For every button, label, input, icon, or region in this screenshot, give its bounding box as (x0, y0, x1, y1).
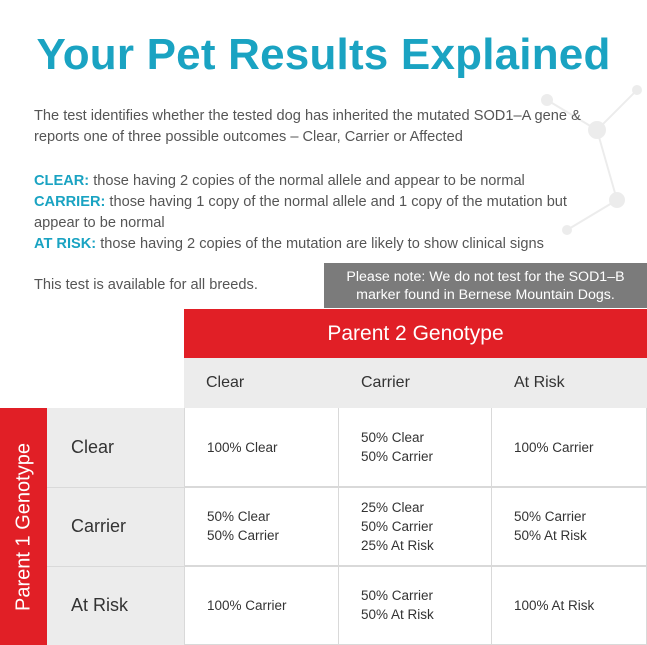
table-cell (492, 408, 647, 487)
definition-text: those having 2 copies of the mutation are likely to show clinical signs (96, 236, 544, 252)
cell-line: 25% Clear (361, 499, 425, 515)
definition-carrier (34, 192, 614, 234)
cell-line: 50% Carrier (514, 509, 587, 524)
cell-line: 50% At Risk (361, 607, 434, 622)
genotype-table (0, 309, 647, 645)
breeds-text: This test is available for all breeds. (34, 277, 258, 293)
table-cell (339, 408, 492, 487)
cell-line: 50% At Risk (514, 528, 587, 543)
row-divider (47, 487, 647, 488)
parent2-header: Parent 2 Genotype (184, 309, 647, 358)
page-title: Your Pet Results Explained (36, 30, 611, 79)
cell-line: 50% Clear (207, 509, 271, 524)
cell-line: 100% At Risk (514, 597, 595, 613)
intro-text: The test identifies whether the tested dog has inherited the mutated SOD1–A gene & reports one of three possible outcomes – Clear, Carrier or Affected (34, 108, 581, 145)
row-header-at-risk: At Risk (47, 566, 184, 645)
table-cell (339, 487, 492, 566)
column-header-at-risk: At Risk (492, 358, 647, 408)
row-divider (47, 566, 647, 567)
definition-text: those having 1 copy of the normal allele and 1 copy of the mutation but appear to be normal (34, 194, 567, 231)
cell-line: 50% Carrier (361, 588, 434, 603)
table-cell (184, 487, 339, 566)
definition-text: those having 2 copies of the normal allele and appear to be normal (89, 173, 525, 189)
cell-line: 100% Clear (207, 439, 278, 455)
table-cell (492, 487, 647, 566)
row-header-clear: Clear (47, 408, 184, 487)
parent1-header-label: Parent 1 Genotype (12, 442, 34, 611)
definition-term: CLEAR: (34, 173, 90, 189)
cell-line: 25% At Risk (361, 537, 434, 553)
column-header-carrier: Carrier (339, 358, 492, 408)
definition-at-risk (34, 234, 614, 255)
cell-line: 100% Carrier (514, 439, 594, 455)
definition-term: CARRIER: (34, 194, 106, 210)
column-header-clear: Clear (184, 358, 339, 408)
definition-term: AT RISK: (34, 236, 97, 252)
note-line-2: marker found in Bernese Mountain Dogs. (356, 286, 615, 303)
cell-line: 100% Carrier (207, 597, 287, 613)
note-line-1: Please note: We do not test for the SOD1–B (346, 268, 625, 285)
definition-clear (34, 171, 614, 192)
parent1-header (0, 408, 47, 645)
note-box (324, 263, 647, 308)
definitions (34, 171, 614, 255)
table-cell (184, 566, 339, 645)
table-cell (184, 408, 339, 487)
cell-line: 50% Clear (361, 430, 425, 445)
row-header-carrier: Carrier (47, 487, 184, 566)
cell-line: 50% Carrier (361, 518, 434, 534)
cell-line: 50% Carrier (361, 449, 434, 464)
cell-line: 50% Carrier (207, 528, 280, 543)
table-cell (339, 566, 492, 645)
table-cell (492, 566, 647, 645)
